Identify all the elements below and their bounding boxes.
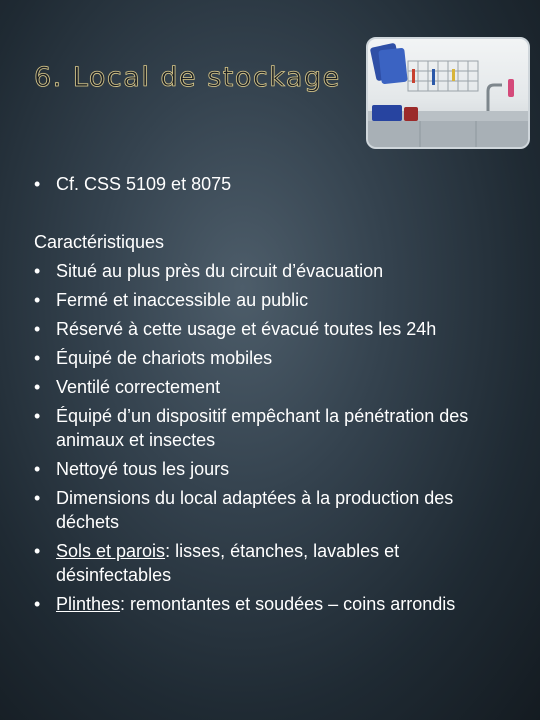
storage-room-illustration xyxy=(368,39,528,147)
reference-list xyxy=(34,172,514,201)
list-item: • Sols et parois: lisses, étanches, lavables et désinfectables xyxy=(34,539,512,587)
list-item: • Équipé d’un dispositif empêchant la pénétration des animaux et insectes xyxy=(34,404,512,452)
section-heading: Caractéristiques xyxy=(34,232,165,252)
reference-item: • Cf. CSS 5109 et 8075 xyxy=(34,172,514,196)
item-term: Sols et parois xyxy=(56,541,166,561)
list-item: • Plinthes: remontantes et soudées – coins arrondis xyxy=(34,592,512,616)
list-item: • Équipé de chariots mobiles xyxy=(34,346,512,370)
item-term: Plinthes xyxy=(56,594,121,614)
list-item: • Fermé et inaccessible au public xyxy=(34,288,512,312)
list-item: • Réservé à cette usage et évacué toutes les 24h xyxy=(34,317,512,341)
list-item: • Situé au plus près du circuit d’évacuation xyxy=(34,259,512,283)
slide-title: 6. Local de stockage xyxy=(34,62,341,93)
list-item: • Ventilé correctement xyxy=(34,375,512,399)
list-item: • Dimensions du local adaptées à la production des déchets xyxy=(34,486,512,534)
list-item: • Nettoyé tous les jours xyxy=(34,457,512,481)
characteristics-list xyxy=(34,259,512,616)
storage-room-photo xyxy=(366,37,530,149)
characteristics-section xyxy=(34,230,512,621)
